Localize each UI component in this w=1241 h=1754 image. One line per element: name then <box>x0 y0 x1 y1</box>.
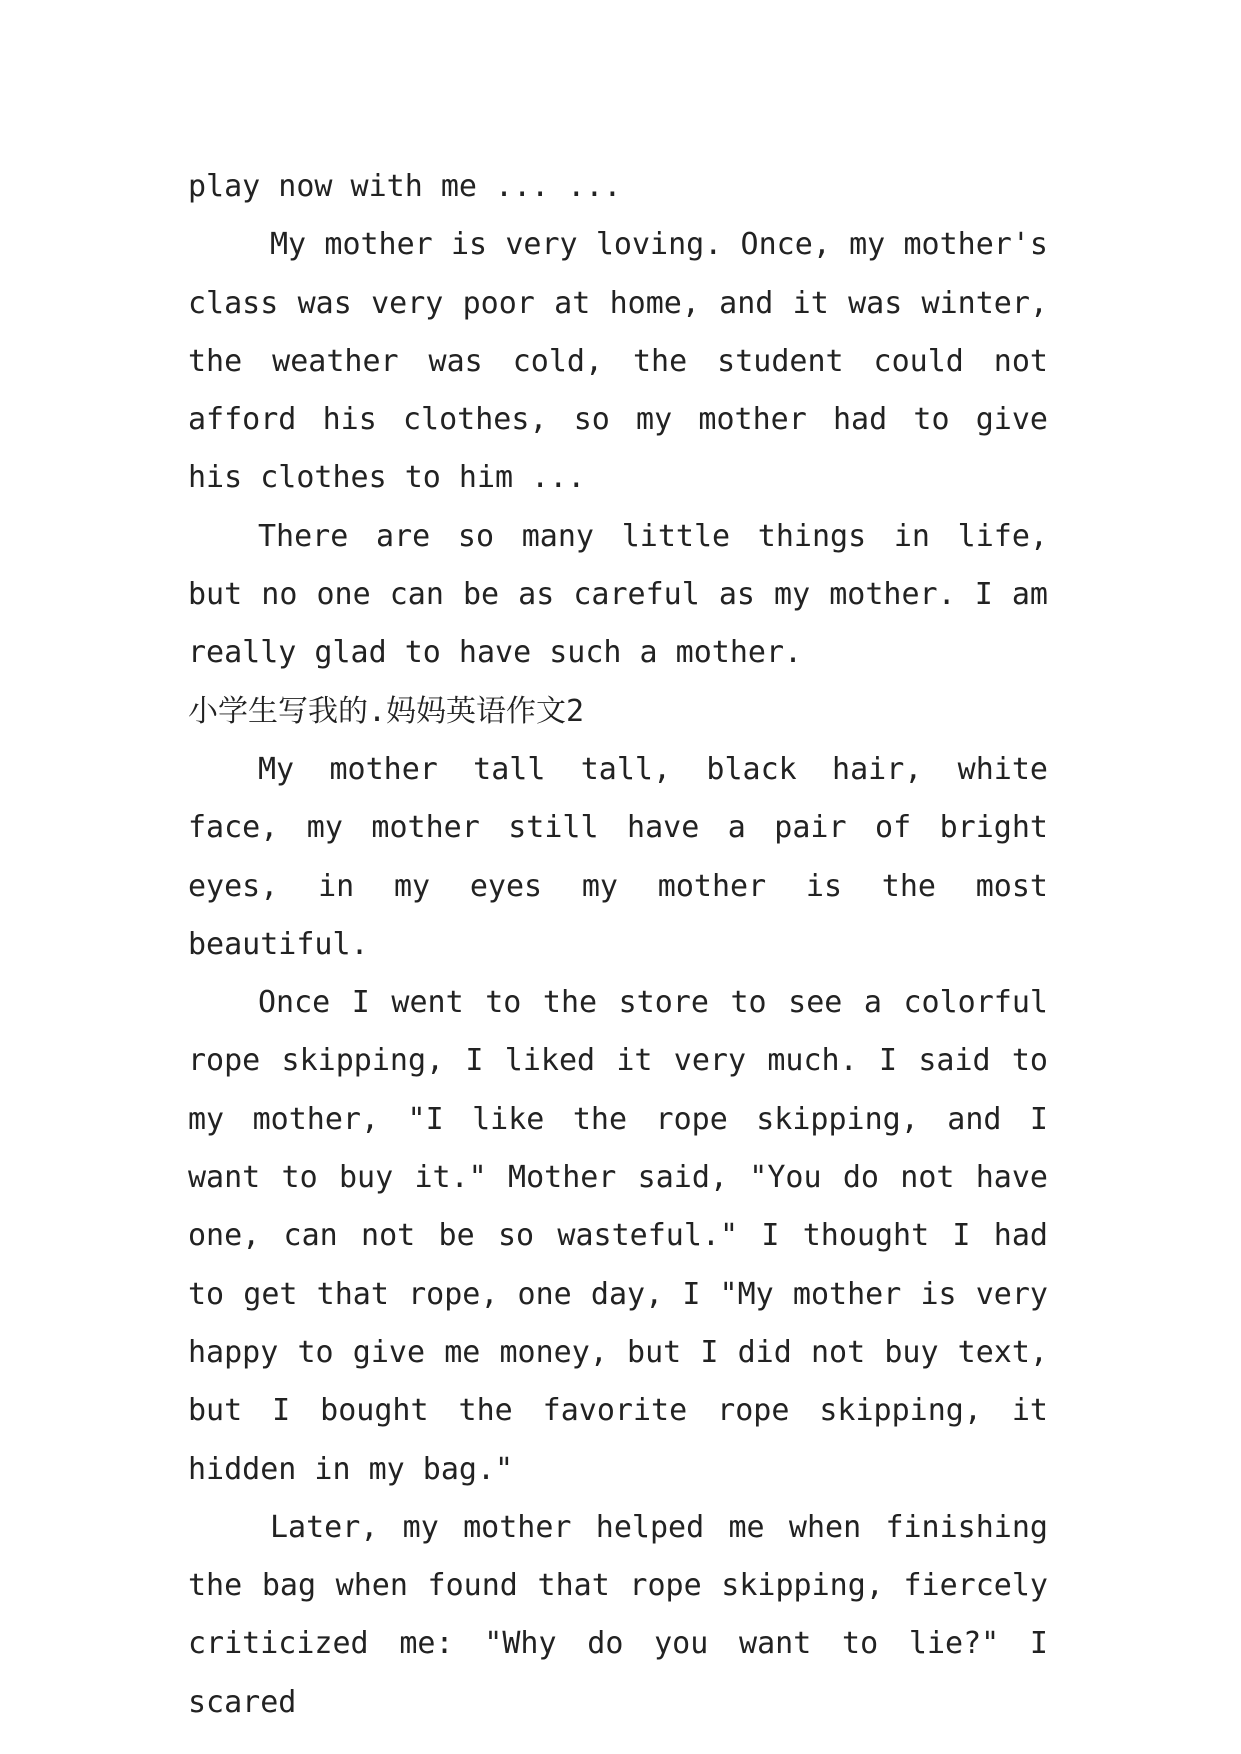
document-body <box>188 158 1048 1732</box>
paragraph-mother-loving: My mother is very loving. Once, my mother's class was very poor at home, and it was winter, the weather was cold, the student could not afford his clothes, so my mother had to give his clothes to him ... <box>188 227 1048 496</box>
paragraph-later: Later, my mother helped me when finishing the bag when found that rope skipping, fiercely criticized me: "Why do you want to lie?" I scared <box>188 1509 1048 1720</box>
paragraph-mother-appearance: My mother tall tall, black hair, white face, my mother still have a pair of bright eyes, in my eyes my mother is the most beautiful. <box>188 751 1048 962</box>
paragraph-little-things: There are so many little things in life, but no one can be as careful as my mother. I am really glad to have such a mother. <box>188 518 1048 671</box>
paragraph-continued: play now with me ... ... <box>188 169 622 204</box>
essay-heading: 小学生写我的.妈妈英语作文2 <box>188 693 585 729</box>
paragraph-rope-skipping: Once I went to the store to see a colorful rope skipping, I liked it very much. I said to my mother, "I like the rope skipping, and I want to buy it." Mother said, "You do not have one, can not be so wasteful." I thought I had to get that rope, one day, I "My mother is very happy to give me money, but I did not buy text, but I bought the favorite rope skipping, it hidden in my bag." <box>188 985 1048 1487</box>
